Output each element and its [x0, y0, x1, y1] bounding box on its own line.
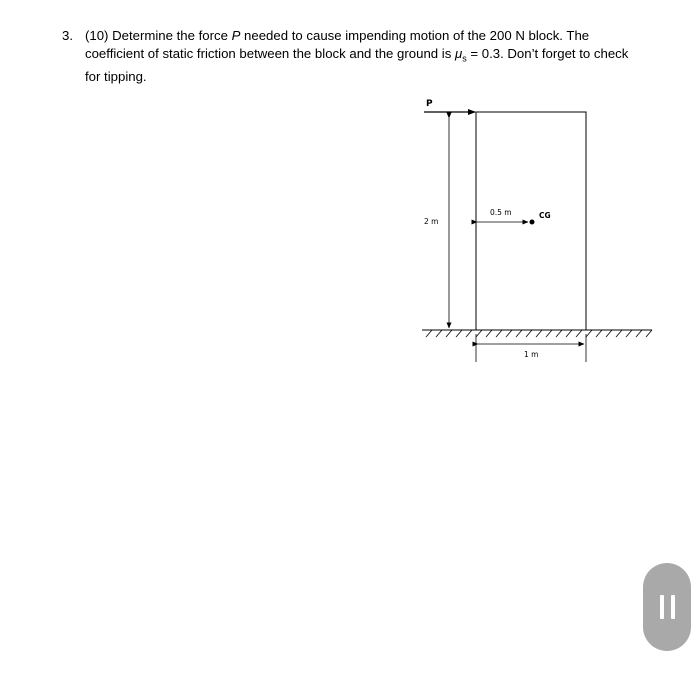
force-p-label: P — [426, 99, 433, 109]
scroll-handle[interactable] — [643, 563, 691, 651]
ground-hatching — [426, 330, 652, 337]
grip-lines-icon — [660, 595, 675, 619]
problem-number: 3. — [62, 28, 73, 43]
cg-label: CG — [539, 211, 551, 220]
friction-value-text: = 0.3. Don’t forget to check — [466, 46, 629, 61]
friction-text: coefficient of static friction between the block and the ground is — [85, 46, 455, 61]
force-symbol: P — [231, 28, 241, 43]
width-dimension-label: 1 m — [524, 350, 539, 359]
problem-after-force-text: needed to cause impending motion of the 200 N block. The — [240, 28, 590, 43]
mu-subscript: s — [462, 53, 467, 64]
problem-points-text: (10) Determine the force — [85, 28, 232, 43]
cg-offset-label: 0.5 m — [490, 208, 512, 217]
cg-point — [530, 220, 535, 225]
problem-line-3-text: for tipping. — [85, 68, 147, 84]
height-dimension-label: 2 m — [424, 217, 439, 226]
mu-symbol: μ — [454, 46, 463, 61]
